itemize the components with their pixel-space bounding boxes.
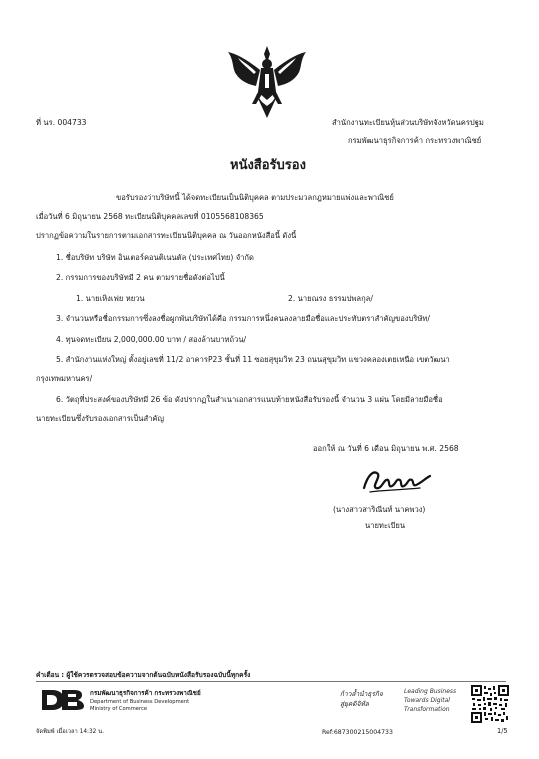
- dbd-ministry-english: Ministry of Commerce: [90, 706, 148, 712]
- page-number: 1/5: [497, 727, 508, 735]
- item-head-office: 5. สำนักงานแห่งใหญ่ ตั้งอยู่เลขที่ 11/2 อาคารP23 ชั้นที่ 11 ซอยสุขุมวิท 23 ถนนสุขุมวิท แขวงคลองเตยเหนือ เขตวัฒนา: [56, 355, 450, 364]
- reference-code: Ref:687300215004733: [322, 729, 393, 736]
- registrar-name: (นางสาวสาริณีนท์ นาคพวง): [333, 505, 426, 514]
- garuda-emblem-icon: [226, 44, 308, 120]
- page-title: หนังสือรับรอง: [230, 158, 306, 173]
- issue-date: ออกให้ ณ วันที่ 6 เดือน มิถุนายน พ.ศ. 2568: [313, 444, 459, 453]
- item-company-name: 1. ชื่อบริษัท บริษัท อินเตอร์คอนติเนนตัล (ประเทศไทย) จำกัด: [56, 253, 254, 262]
- qr-code-icon: [470, 684, 510, 724]
- slogan-english-line-2: Towards Digital: [404, 697, 450, 704]
- registrar-signature-icon: [360, 464, 432, 496]
- dbd-name-english: Department of Business Development: [90, 699, 190, 705]
- registrar-title: นายทะเบียน: [365, 521, 406, 530]
- issuing-office: สำนักงานทะเบียนหุ้นส่วนบริษัทจังหวัดนครปฐม: [332, 118, 484, 127]
- dbd-logo-icon: [40, 686, 86, 714]
- slogan-english-line-3: Transformation: [404, 706, 450, 713]
- footer-divider: [36, 681, 506, 682]
- item-directors: 2. กรรมการของบริษัทมี 2 คน ตามรายชื่อดังต่อไปนี้: [56, 273, 225, 282]
- item-objectives-cont: นายทะเบียนซึ่งรับรองเอกสารเป็นสำคัญ: [36, 414, 164, 423]
- item-head-office-cont: กรุงเทพมหานคร/: [36, 374, 93, 383]
- print-time: จัดพิมพ์ เมื่อเวลา 14:32 น.: [36, 729, 104, 735]
- slogan-thai-line-1: ก้าวล้ำนำธุรกิจ: [340, 690, 383, 698]
- item-registered-capital: 4. ทุนจดทะเบียน 2,000,000.00 บาท / สองล้านบาทถ้วน/: [56, 335, 247, 344]
- item-signing-authority: 3. จำนวนหรือชื่อกรรมการซึ่งลงชื่อผูกพันบริษัทได้คือ กรรมการหนึ่งคนลงลายมือชื่อและประทับตราสำคัญของบริษัท/: [56, 314, 430, 323]
- slogan-english-line-1: Leading Business: [404, 688, 457, 695]
- document-reference-number: ที่ นร. 004733: [36, 118, 87, 127]
- director-1: 1. นายเหิงเฟย หยวน: [76, 294, 145, 303]
- dbd-name-thai: กรมพัฒนาธุรกิจการค้า กระทรวงพาณิชย์: [90, 690, 201, 697]
- intro-line-2: เมื่อวันที่ 6 มิถุนายน 2568 ทะเบียนนิติบุคคลเลขที่ 0105568108365: [36, 212, 264, 221]
- footer-warning: คำเตือน : ผู้ใช้ควรตรวจสอบข้อความจากต้นฉบับหนังสือรับรองฉบับนี้ทุกครั้ง: [36, 671, 251, 679]
- intro-line-3: ปรากฏข้อความในรายการตามเอกสารทะเบียนนิติบุคคล ณ วันออกหนังสือนี้ ดังนี้: [36, 231, 297, 240]
- director-2: 2. นายณรง ธรรมปพลกุล/: [288, 294, 373, 303]
- item-objectives: 6. วัตถุที่ประสงค์ของบริษัทมี 26 ข้อ ดังปรากฏในสำเนาเอกสารแนบท้ายหนังสือรับรองนี้ จำนวน 3 แผ่น โดยมีลายมือชื่อ: [56, 395, 443, 404]
- issuing-department: กรมพัฒนาธุรกิจการค้า กระทรวงพาณิชย์: [348, 136, 482, 145]
- intro-line-1: ขอรับรองว่าบริษัทนี้ ได้จดทะเบียนเป็นนิติบุคคล ตามประมวลกฎหมายแพ่งและพาณิชย์: [116, 193, 394, 202]
- slogan-thai-line-2: สู่ยุคดิจิทัล: [340, 700, 369, 708]
